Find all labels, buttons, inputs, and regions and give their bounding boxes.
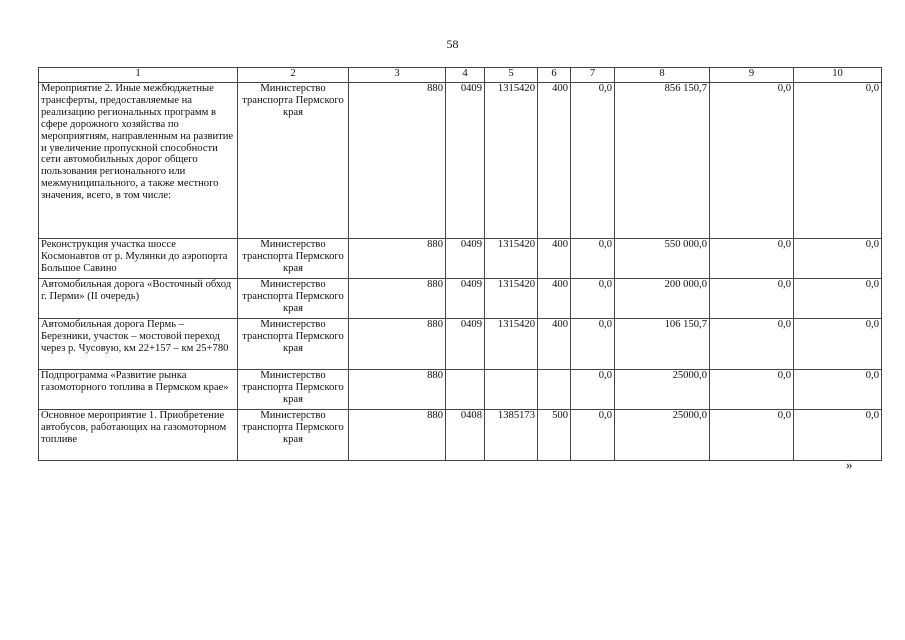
cell-3: 880 [349, 239, 446, 279]
cell-6: 400 [538, 83, 571, 239]
cell-5: 1315420 [485, 239, 538, 279]
cell-7: 0,0 [571, 279, 615, 319]
cell-4: 0409 [446, 83, 485, 239]
cell-executor: Министерство транспорта Пермского края [238, 239, 349, 279]
cell-9: 0,0 [710, 279, 794, 319]
cell-3: 880 [349, 370, 446, 410]
cell-name: Подпрограмма «Развитие рынка газомоторного топлива в Пермском крае» [39, 370, 238, 410]
header-cell: 7 [571, 68, 615, 83]
cell-10: 0,0 [794, 239, 882, 279]
header-cell: 2 [238, 68, 349, 83]
cell-executor: Министерство транспорта Пермского края [238, 319, 349, 370]
cell-7: 0,0 [571, 83, 615, 239]
cell-name: Мероприятие 2. Иные межбюджетные трансферты, предоставляемые на реализацию региональных программ в сфере дорожного хозяйства по мероприятиям, направленным на развитие и увеличение пропускной способности сети автомобильных дорог общего пользования регионального или межмуниципального, а также местного значения, всего, в том числе: [39, 83, 238, 239]
table-row [39, 279, 882, 319]
cell-name: Основное мероприятие 1. Приобретение автобусов, работающих на газомоторном топливе [39, 410, 238, 461]
table-row [39, 370, 882, 410]
cell-4: 0409 [446, 319, 485, 370]
cell-9: 0,0 [710, 83, 794, 239]
header-cell: 1 [39, 68, 238, 83]
cell-9: 0,0 [710, 239, 794, 279]
cell-5: 1385173 [485, 410, 538, 461]
cell-8: 106 150,7 [615, 319, 710, 370]
cell-10: 0,0 [794, 370, 882, 410]
cell-5: 1315420 [485, 319, 538, 370]
cell-8: 200 000,0 [615, 279, 710, 319]
header-cell: 6 [538, 68, 571, 83]
budget-table [38, 67, 882, 461]
cell-8: 856 150,7 [615, 83, 710, 239]
cell-3: 880 [349, 279, 446, 319]
cell-8: 25000,0 [615, 370, 710, 410]
cell-6: 400 [538, 279, 571, 319]
cell-4: 0409 [446, 239, 485, 279]
cell-6 [538, 370, 571, 410]
cell-3: 880 [349, 410, 446, 461]
cell-6: 500 [538, 410, 571, 461]
cell-name: Реконструкция участка шоссе Космонавтов от р. Мулянки до аэропорта Большое Савино [39, 239, 238, 279]
cell-4: 0409 [446, 279, 485, 319]
page-number: 58 [446, 37, 459, 51]
cell-5: 1315420 [485, 83, 538, 239]
cell-9: 0,0 [710, 370, 794, 410]
cell-6: 400 [538, 319, 571, 370]
table-row [39, 319, 882, 370]
cell-executor: Министерство транспорта Пермского края [238, 370, 349, 410]
cell-9: 0,0 [710, 410, 794, 461]
cell-name: Автомобильная дорога Пермь – Березники, участок – мостовой переход через р. Чусовую, км 22+157 – км 25+780 [39, 319, 238, 370]
cell-7: 0,0 [571, 319, 615, 370]
cell-9: 0,0 [710, 319, 794, 370]
cell-10: 0,0 [794, 83, 882, 239]
header-cell: 10 [794, 68, 882, 83]
cell-4 [446, 370, 485, 410]
cell-executor: Министерство транспорта Пермского края [238, 83, 349, 239]
cell-8: 550 000,0 [615, 239, 710, 279]
cell-executor: Министерство транспорта Пермского края [238, 279, 349, 319]
table-row [39, 83, 882, 239]
cell-10: 0,0 [794, 279, 882, 319]
cell-6: 400 [538, 239, 571, 279]
cell-3: 880 [349, 83, 446, 239]
header-cell: 9 [710, 68, 794, 83]
table-row [39, 239, 882, 279]
header-cell: 3 [349, 68, 446, 83]
cell-7: 0,0 [571, 239, 615, 279]
cell-10: 0,0 [794, 319, 882, 370]
cell-4: 0408 [446, 410, 485, 461]
cell-10: 0,0 [794, 410, 882, 461]
cell-5 [485, 370, 538, 410]
cell-3: 880 [349, 319, 446, 370]
header-cell: 4 [446, 68, 485, 83]
cell-7: 0,0 [571, 370, 615, 410]
cell-5: 1315420 [485, 279, 538, 319]
header-cell: 5 [485, 68, 538, 83]
cell-8: 25000,0 [615, 410, 710, 461]
closing-quote-mark: » [846, 457, 853, 472]
header-row [39, 68, 882, 83]
cell-name: Автомобильная дорога «Восточный обход г. Перми» (II очередь) [39, 279, 238, 319]
cell-executor: Министерство транспорта Пермского края [238, 410, 349, 461]
header-cell: 8 [615, 68, 710, 83]
table-row [39, 410, 882, 461]
cell-7: 0,0 [571, 410, 615, 461]
